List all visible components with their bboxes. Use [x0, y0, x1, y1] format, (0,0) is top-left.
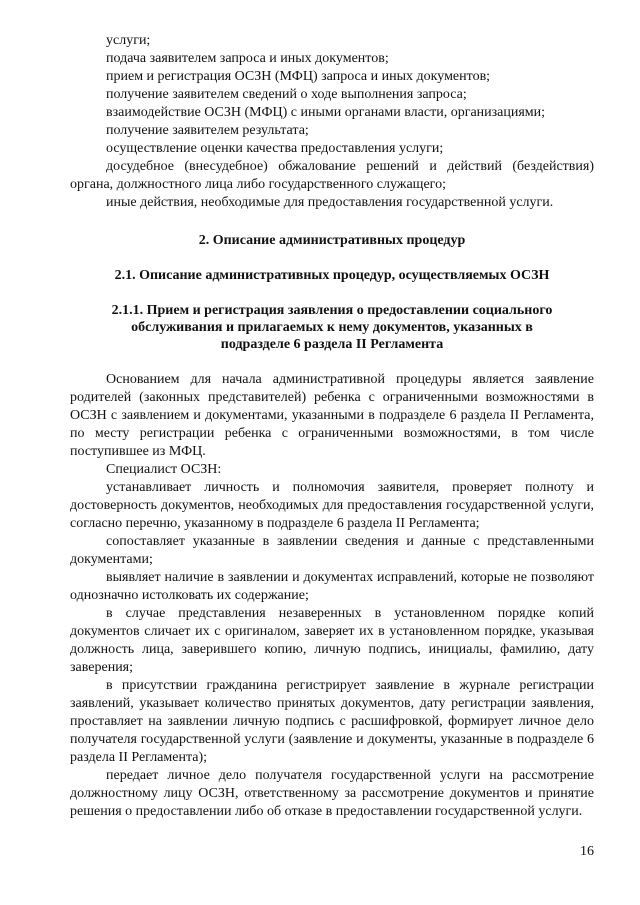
- subsubsection-title: 2.1.1. Прием и регистрация заявления о предоставлении социального обслуживания и прилагаемых к нему документов, указанных в подразделе 6 раздела II Регламента: [111, 303, 553, 352]
- paragraph: Специалист ОСЗН:: [106, 462, 222, 477]
- list-item: получение заявителем сведений о ходе выполнения запроса;: [106, 87, 467, 102]
- paragraph: в присутствии гражданина регистрирует заявление в журнале регистрации заявлений, указывает количество принятых документов, дату регистрации заявления, проставляет на заявлении личную подпись с расшифровкой, формирует личное дело получателя государственной услуги (заявление и документы, указанные в подразделе 6 раздела II Регламента);: [70, 678, 594, 765]
- list-item: досудебное (внесудебное) обжалование решений и действий (бездействия) органа, должностного лица либо государственного служащего;: [70, 159, 594, 192]
- list-item: осуществление оценки качества предоставления услуги;: [106, 141, 444, 156]
- body-text: [70, 371, 594, 821]
- list-item: услуги;: [106, 33, 151, 48]
- page-number: 16: [580, 844, 594, 859]
- paragraph: устанавливает личность и полномочия заявителя, проверяет полноту и достоверность документов, необходимых для предоставления государственной услуги, согласно перечню, указанному в подразделе 6 раздела II Регламента;: [70, 480, 594, 531]
- subsection-title: 2.1. Описание административных процедур, осуществляемых ОСЗН: [114, 268, 550, 283]
- intro-list: [70, 32, 594, 212]
- paragraph: выявляет наличие в заявлении и документах исправлений, которые не позволяют однозначно истолковать их содержание;: [70, 570, 594, 603]
- list-item: прием и регистрация ОСЗН (МФЦ) запроса и иных документов;: [106, 69, 491, 84]
- paragraph: Основанием для начала административной процедуры является заявление родителей (законных представителей) ребенка с ограниченными возможностями в ОСЗН с заявлением и документами, указанными в подразделе 6 раздела II Регламента, по месту регистрации ребенка с ограниченными возможностями, в том числе поступившее из МФЦ.: [70, 372, 594, 459]
- list-item: получение заявителем результата;: [106, 123, 309, 138]
- paragraph: сопоставляет указанные в заявлении сведения и данные с представленными документами;: [70, 534, 594, 567]
- list-item: иные действия, необходимые для предоставления государственной услуги.: [106, 195, 554, 210]
- section-title: 2. Описание административных процедур: [198, 233, 466, 248]
- list-item: подача заявителем запроса и иных документов;: [106, 51, 389, 66]
- list-item: взаимодействие ОСЗН (МФЦ) с иными органами власти, организациями;: [106, 105, 546, 120]
- paragraph: в случае представления незаверенных в установленном порядке копий документов сличает их с оригиналом, заверяет их в установленном порядке, указывая должность лица, заверившего копию, личную подпись, инициалы, фамилию, дату заверения;: [70, 606, 594, 675]
- paragraph: передает личное дело получателя государственной услуги на рассмотрение должностному лицу ОСЗН, ответственному за рассмотрение документов и принятие решения о предоставлении либо об отказе в предоставлении государственной услуги.: [70, 768, 594, 819]
